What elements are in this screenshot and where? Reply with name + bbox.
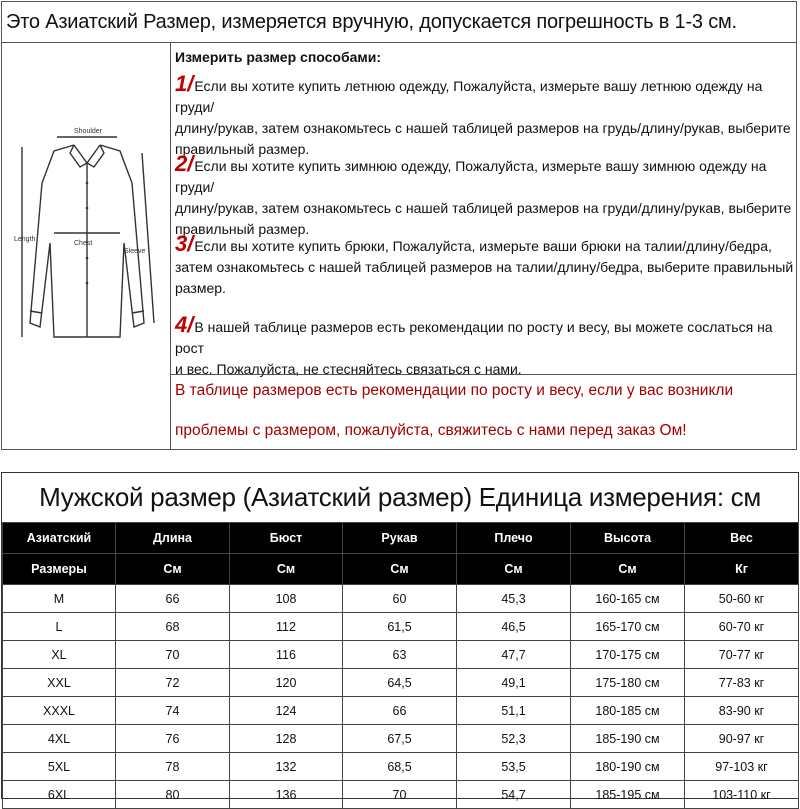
table-cell: 60 — [343, 585, 457, 613]
step-line: правильный размер. — [175, 221, 310, 237]
step-number: 3/ — [175, 231, 194, 256]
table-cell: 90-97 кг — [685, 725, 799, 753]
size-table-title: Мужской размер (Азиатский размер) Единица измерения: см — [39, 482, 761, 512]
step-line: затем ознакомьтесь с нашей таблицей размеров на талии/длину/бедра, выберите правильный — [175, 259, 794, 275]
table-cell: 61,5 — [343, 613, 457, 641]
table-cell: 83-90 кг — [685, 697, 799, 725]
header-row — [3, 523, 799, 554]
table-cell: 66 — [343, 697, 457, 725]
step-line: В нашей таблице размеров есть рекомендации по росту и весу, вы можете сослаться на рост — [175, 319, 773, 356]
table-cell: 132 — [230, 753, 343, 781]
step-line: правильный размер. — [175, 141, 310, 157]
table-cell: 112 — [230, 613, 343, 641]
asian-size-notice: Это Азиатский Размер, измеряется вручную, допускается погрешность в 1-3 см. — [2, 2, 796, 43]
instructions-title: Измерить размер способами: — [175, 49, 382, 65]
size-label-cell: XXXL — [3, 697, 116, 725]
size-label-cell: XXL — [3, 669, 116, 697]
instruction-step-1 — [175, 73, 795, 160]
subheader-cell: См — [230, 554, 343, 585]
table-row — [3, 613, 799, 641]
subheader-cell: См — [116, 554, 230, 585]
table-cell: 76 — [116, 725, 230, 753]
table-cell: 47,7 — [457, 641, 571, 669]
size-label-cell: M — [3, 585, 116, 613]
table-cell: 185-195 см — [571, 781, 685, 809]
size-label-cell: 5XL — [3, 753, 116, 781]
table-cell: 45,3 — [457, 585, 571, 613]
table-cell: 97-103 кг — [685, 753, 799, 781]
header-cell: Вес — [685, 523, 799, 554]
step-line: Если вы хотите купить зимнюю одежду, Пожалуйста, измерьте вашу зимнюю одежду на груди/ — [175, 158, 767, 195]
shoulder-label: Shoulder — [74, 128, 103, 135]
table-cell: 180-185 см — [571, 697, 685, 725]
table-cell: 52,3 — [457, 725, 571, 753]
table-cell: 64,5 — [343, 669, 457, 697]
table-cell: 68,5 — [343, 753, 457, 781]
table-cell: 46,5 — [457, 613, 571, 641]
table-cell: 74 — [116, 697, 230, 725]
table-row — [3, 641, 799, 669]
warning-line-2: проблемы с размером, пожалуйста, свяжитесь с нами перед заказ Ом! — [175, 422, 687, 439]
header-cell: Рукав — [343, 523, 457, 554]
table-cell: 136 — [230, 781, 343, 809]
table-cell: 80 — [116, 781, 230, 809]
mens-size-table — [1, 472, 799, 802]
table-cell: 170-175 см — [571, 641, 685, 669]
table-cell: 165-170 см — [571, 613, 685, 641]
table-row — [3, 753, 799, 781]
table-row — [3, 781, 799, 809]
table-cell: 160-165 см — [571, 585, 685, 613]
table-cell: 70 — [343, 781, 457, 809]
size-label-cell: 4XL — [3, 725, 116, 753]
table-cell: 60-70 кг — [685, 613, 799, 641]
header-cell: Высота — [571, 523, 685, 554]
table-cell: 108 — [230, 585, 343, 613]
contact-warning — [171, 374, 796, 450]
table-cell: 49,1 — [457, 669, 571, 697]
instruction-step-4 — [175, 314, 795, 380]
header-cell: Длина — [116, 523, 230, 554]
instruction-text — [171, 43, 796, 449]
subheader-row — [3, 554, 799, 585]
step-number: 1/ — [175, 71, 194, 96]
step-line: Если вы хотите купить брюки, Пожалуйста, измерьте ваши брюки на талии/длину/бедра, — [194, 238, 772, 254]
size-grid — [2, 522, 799, 809]
subheader-cell: Кг — [685, 554, 799, 585]
header-cell: Бюст — [230, 523, 343, 554]
step-line: и вес. Пожалуйста, не стесняйтесь связаться с нами. — [175, 361, 522, 377]
table-cell: 124 — [230, 697, 343, 725]
instructions-area — [2, 43, 796, 449]
chest-label: Chest — [74, 240, 93, 247]
size-label-cell: 6XL — [3, 781, 116, 809]
table-cell: 53,5 — [457, 753, 571, 781]
step-line: Если вы хотите купить летнюю одежду, Пожалуйста, измерьте вашу летнюю одежду на груди/ — [175, 78, 763, 115]
table-row — [3, 669, 799, 697]
size-rows — [3, 585, 799, 809]
table-cell: 67,5 — [343, 725, 457, 753]
shirt-illustration — [2, 43, 171, 449]
table-cell: 66 — [116, 585, 230, 613]
length-label: Length — [14, 236, 36, 243]
table-cell: 70 — [116, 641, 230, 669]
table-cell: 50-60 кг — [685, 585, 799, 613]
step-number: 2/ — [175, 151, 194, 176]
subheader-cell: Размеры — [3, 554, 116, 585]
step-number: 4/ — [175, 312, 194, 337]
table-cell: 54,7 — [457, 781, 571, 809]
sleeve-label: Sleeve — [124, 248, 146, 255]
size-label-cell: XL — [3, 641, 116, 669]
step-line: размер. — [175, 280, 226, 296]
table-cell: 70-77 кг — [685, 641, 799, 669]
table-cell: 78 — [116, 753, 230, 781]
shirt-diagram-icon — [12, 123, 162, 353]
table-row — [3, 725, 799, 753]
header-cell: Азиатский — [3, 523, 116, 554]
table-cell: 103-110 кг — [685, 781, 799, 809]
table-cell: 180-190 см — [571, 753, 685, 781]
table-cell: 185-190 см — [571, 725, 685, 753]
table-cell: 128 — [230, 725, 343, 753]
table-cell: 63 — [343, 641, 457, 669]
step-line: длину/рукав, затем ознакомьтесь с нашей таблицей размеров на груди/длину/рукав, выберите — [175, 200, 792, 216]
size-label-cell: L — [3, 613, 116, 641]
table-cell: 77-83 кг — [685, 669, 799, 697]
table-row — [3, 697, 799, 725]
warning-line-1: В таблице размеров есть рекомендации по росту и весу, если у вас возникли — [175, 382, 734, 399]
table-cell: 68 — [116, 613, 230, 641]
table-cell: 51,1 — [457, 697, 571, 725]
subheader-cell: См — [571, 554, 685, 585]
step-line: длину/рукав, затем ознакомьтесь с нашей таблицей размеров на грудь/длину/рукав, выберите — [175, 120, 791, 136]
table-cell: 120 — [230, 669, 343, 697]
table-row — [3, 585, 799, 613]
table-cell: 116 — [230, 641, 343, 669]
instruction-step-3 — [175, 233, 795, 299]
table-cell: 72 — [116, 669, 230, 697]
table-cell: 175-180 см — [571, 669, 685, 697]
subheader-cell: См — [343, 554, 457, 585]
header-cell: Плечо — [457, 523, 571, 554]
instruction-step-2 — [175, 153, 795, 240]
subheader-cell: См — [457, 554, 571, 585]
measurement-instructions-panel — [1, 1, 797, 450]
